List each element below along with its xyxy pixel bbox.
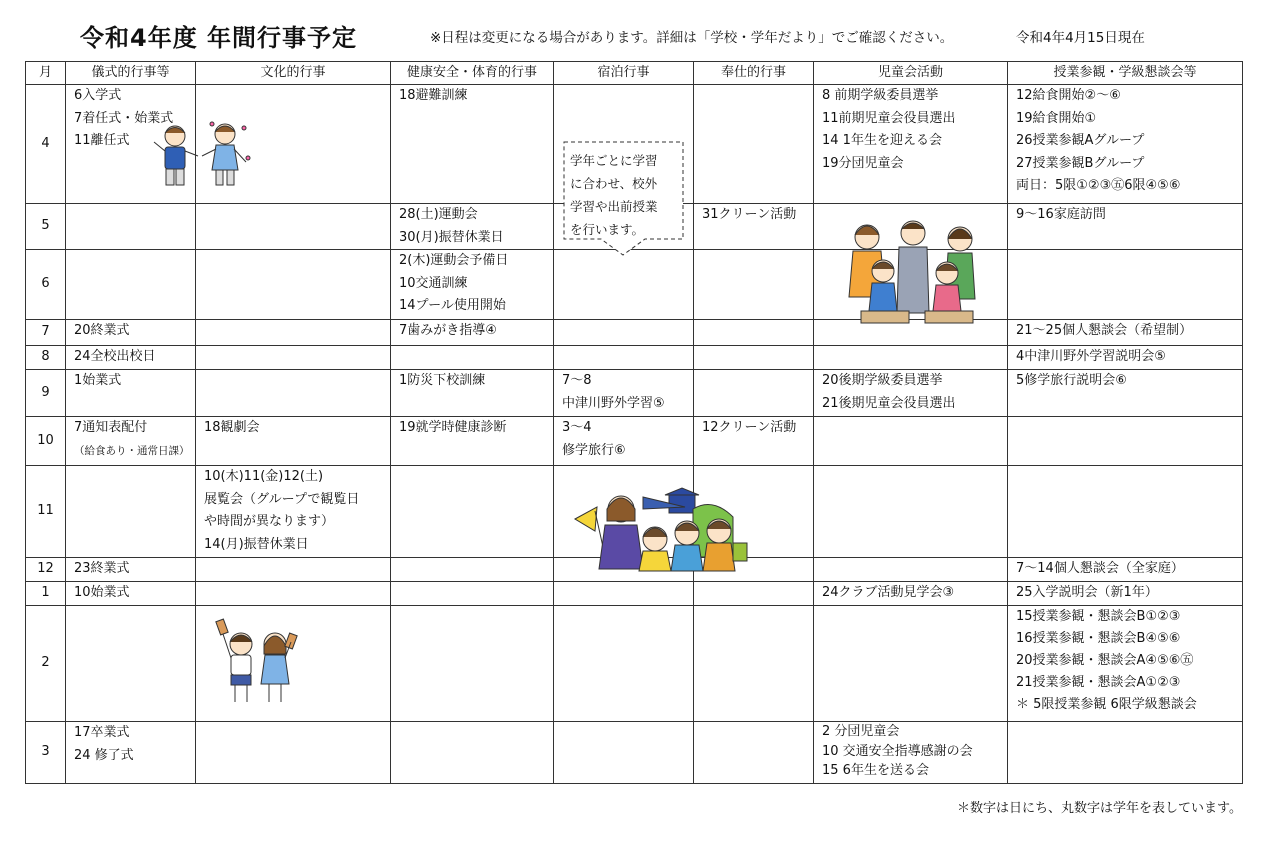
event-entry: 28(土)運動会 — [399, 207, 478, 222]
month-cell: 12 — [26, 558, 66, 582]
event-entry: 11前期児童会役員選出 — [822, 110, 956, 126]
service-cell — [694, 204, 814, 250]
event-entry: 20後期学級委員選挙 — [822, 373, 943, 388]
health-cell — [391, 250, 554, 320]
column-header-lodging: 宿泊行事 — [554, 62, 694, 85]
table-row — [26, 250, 1243, 320]
children-celebrating-icon — [215, 618, 300, 712]
event-entry: 3～4 — [562, 420, 592, 435]
event-entry: 14 1年生を迎える会 — [822, 133, 942, 148]
culture-cell — [196, 722, 391, 784]
ceremony-cell — [66, 722, 196, 784]
table-row — [26, 320, 1243, 346]
month-cell: 10 — [26, 417, 66, 466]
service-cell — [694, 370, 814, 417]
parent-cell — [1008, 370, 1243, 417]
event-entry: 7～8 — [562, 373, 592, 388]
health-cell — [391, 417, 554, 466]
parent-cell — [1008, 582, 1243, 606]
event-entry: 1始業式 — [74, 373, 122, 388]
event-entry: 2(木)運動会予備日 — [399, 253, 509, 268]
parent-cell — [1008, 606, 1243, 722]
event-entry: 17卒業式 — [74, 725, 130, 740]
service-cell — [694, 320, 814, 346]
month-cell: 9 — [26, 370, 66, 417]
event-entry: 7着任式・始業式 — [74, 110, 174, 126]
health-cell — [391, 85, 554, 204]
event-entry: 7歯みがき指導④ — [399, 323, 497, 338]
parent-cell — [1008, 417, 1243, 466]
event-entry: 16授業参観・懇談会B④⑤⑥ — [1016, 631, 1181, 646]
event-entry: 23終業式 — [74, 561, 130, 576]
event-entry: 27授業参観Bグループ — [1016, 155, 1145, 171]
health-cell — [391, 466, 554, 558]
health-cell — [391, 582, 554, 606]
culture-cell — [196, 582, 391, 606]
event-entry: 5修学旅行説明会⑥ — [1016, 373, 1127, 388]
culture-cell — [196, 466, 391, 558]
service-cell — [694, 85, 814, 204]
parent-cell — [1008, 204, 1243, 250]
month-cell: 6 — [26, 250, 66, 320]
service-cell — [694, 250, 814, 320]
culture-cell — [196, 346, 391, 370]
parent-cell — [1008, 320, 1243, 346]
parent-cell — [1008, 250, 1243, 320]
event-entry: 7～14個人懇談会（全家庭） — [1016, 561, 1184, 576]
children-waving-icon — [150, 118, 255, 200]
lodging-cell — [554, 606, 694, 722]
column-header-culture: 文化的行事 — [196, 62, 391, 85]
culture-cell — [196, 417, 391, 466]
event-entry: ＊ 5限授業参観 6限学級懇談会 — [1016, 697, 1197, 712]
event-entry: 11離任式 — [74, 133, 130, 148]
event-entry: 24 修了式 — [74, 747, 134, 763]
event-entry: 10交通訓練 — [399, 275, 468, 291]
health-cell — [391, 606, 554, 722]
health-cell — [391, 204, 554, 250]
event-entry: 1防災下校訓練 — [399, 373, 486, 388]
event-entry: 12クリーン活動 — [702, 420, 797, 435]
month-cell: 2 — [26, 606, 66, 722]
page-title: 令和4年度 年間行事予定 — [80, 24, 358, 52]
table-row — [26, 346, 1243, 370]
month-cell: 5 — [26, 204, 66, 250]
ceremony-cell — [66, 558, 196, 582]
service-cell — [694, 606, 814, 722]
table-header-row — [26, 62, 1243, 85]
month-cell: 3 — [26, 722, 66, 784]
event-entry: 7通知表配付 — [74, 420, 148, 435]
lodging-cell — [554, 370, 694, 417]
event-entry: 19給食開始① — [1016, 110, 1097, 126]
event-entry: 24クラブ活動見学会③ — [822, 585, 955, 600]
event-entry: 6入学式 — [74, 88, 122, 103]
event-entry: 中津川野外学習⑤ — [562, 395, 665, 411]
callout-line: を行います。 — [570, 222, 645, 237]
event-entry: 21授業参観・懇談会A①②③ — [1016, 675, 1181, 690]
event-entry: 12給食開始②～⑥ — [1016, 88, 1121, 103]
ceremony-cell — [66, 250, 196, 320]
event-entry: 展覧会（グループで観覧日 — [204, 491, 360, 507]
table-row — [26, 582, 1243, 606]
council-cell — [814, 722, 1008, 784]
lodging-callout — [563, 141, 684, 245]
callout-line: 学習や出前授業 — [570, 199, 658, 214]
council-cell — [814, 582, 1008, 606]
event-entry: 4中津川野外学習説明会⑤ — [1016, 349, 1166, 364]
council-cell — [814, 558, 1008, 582]
culture-cell — [196, 204, 391, 250]
event-entry: 30(月)振替休業日 — [399, 229, 504, 245]
column-header-service: 奉仕的行事 — [694, 62, 814, 85]
event-entry: 10始業式 — [74, 585, 130, 600]
culture-cell — [196, 370, 391, 417]
event-entry: 修学旅行⑥ — [562, 442, 626, 458]
parent-cell — [1008, 85, 1243, 204]
as-of-date: 令和4年4月15日現在 — [1016, 30, 1145, 46]
health-cell — [391, 370, 554, 417]
health-cell — [391, 346, 554, 370]
lodging-cell — [554, 722, 694, 784]
month-cell: 11 — [26, 466, 66, 558]
lodging-cell — [554, 346, 694, 370]
service-cell — [694, 346, 814, 370]
page-header — [0, 0, 1264, 60]
health-cell — [391, 722, 554, 784]
callout-line: 学年ごとに学習 — [570, 153, 658, 168]
ceremony-cell — [66, 417, 196, 466]
ceremony-cell — [66, 370, 196, 417]
parent-cell — [1008, 346, 1243, 370]
event-entry: 15授業参観・懇談会B①②③ — [1016, 609, 1181, 624]
service-cell — [694, 417, 814, 466]
field-trip-group-icon — [573, 487, 753, 576]
culture-cell — [196, 558, 391, 582]
family-group-icon — [845, 215, 985, 329]
month-cell: 1 — [26, 582, 66, 606]
column-header-health: 健康安全・体育的行事 — [391, 62, 554, 85]
event-entry: 両日：5限①②③㊄6限④⑤⑥ — [1016, 178, 1181, 193]
health-cell — [391, 320, 554, 346]
event-entry: 31クリーン活動 — [702, 207, 797, 222]
council-cell — [814, 370, 1008, 417]
month-cell: 7 — [26, 320, 66, 346]
callout-text — [570, 149, 658, 241]
event-entry: 19就学時健康診断 — [399, 420, 507, 435]
parent-cell — [1008, 558, 1243, 582]
lodging-cell — [554, 417, 694, 466]
ceremony-cell — [66, 346, 196, 370]
council-cell — [814, 346, 1008, 370]
column-header-parent: 授業参観・学級懇談会等 — [1008, 62, 1243, 85]
event-entry: 20授業参観・懇談会A④⑤⑥㊄ — [1016, 653, 1194, 668]
council-cell — [814, 85, 1008, 204]
event-entry: 14(月)振替休業日 — [204, 536, 309, 552]
table-row — [26, 722, 1243, 784]
service-cell — [694, 582, 814, 606]
event-entry: 21後期児童会役員選出 — [822, 395, 956, 411]
column-header-ceremony: 儀式的行事等 — [66, 62, 196, 85]
callout-line: に合わせ、校外 — [570, 176, 658, 191]
event-entry: 24全校出校日 — [74, 349, 156, 364]
lodging-cell — [554, 250, 694, 320]
event-entry: 20終業式 — [74, 323, 130, 338]
lodging-cell — [554, 582, 694, 606]
footer-note: ＊数字は日にち、丸数字は学年を表しています。 — [957, 801, 1242, 816]
culture-cell — [196, 320, 391, 346]
month-cell: 8 — [26, 346, 66, 370]
column-header-month: 月 — [26, 62, 66, 85]
event-entry: 8 前期学級委員選挙 — [822, 88, 939, 103]
event-entry: 10 交通安全指導感謝の会 — [822, 743, 973, 759]
service-cell — [694, 722, 814, 784]
council-cell — [814, 466, 1008, 558]
event-note: （給食あり・通常日課） — [74, 444, 190, 457]
table-row — [26, 606, 1243, 722]
event-entry: 21～25個人懇談会（希望制） — [1016, 323, 1193, 338]
event-entry: 18避難訓練 — [399, 88, 468, 103]
culture-cell — [196, 250, 391, 320]
event-entry: 18観劇会 — [204, 420, 260, 435]
event-entry: 19分団児童会 — [822, 155, 904, 171]
table-row — [26, 370, 1243, 417]
event-entry: 9～16家庭訪問 — [1016, 207, 1106, 222]
ceremony-cell — [66, 606, 196, 722]
ceremony-cell — [66, 466, 196, 558]
health-cell — [391, 558, 554, 582]
event-entry: 2 分団児童会 — [822, 724, 900, 739]
event-entry: 26授業参観Aグループ — [1016, 133, 1145, 148]
month-cell: 4 — [26, 85, 66, 204]
parent-cell — [1008, 722, 1243, 784]
council-cell — [814, 606, 1008, 722]
ceremony-cell — [66, 204, 196, 250]
lodging-cell — [554, 320, 694, 346]
event-entry: 15 6年生を送る会 — [822, 763, 929, 778]
event-entry: や時間が異なります） — [204, 514, 335, 529]
event-entry: 25入学説明会（新1年） — [1016, 585, 1158, 600]
parent-cell — [1008, 466, 1243, 558]
schedule-note: ※日程は変更になる場合があります。詳細は「学校・学年だより」でご確認ください。 — [430, 30, 954, 46]
council-cell — [814, 417, 1008, 466]
table-row — [26, 417, 1243, 466]
event-entry: 14プール使用開始 — [399, 298, 506, 313]
ceremony-cell — [66, 582, 196, 606]
event-entry: 10(木)11(金)12(土) — [204, 469, 324, 484]
ceremony-cell — [66, 320, 196, 346]
column-header-council: 児童会活動 — [814, 62, 1008, 85]
